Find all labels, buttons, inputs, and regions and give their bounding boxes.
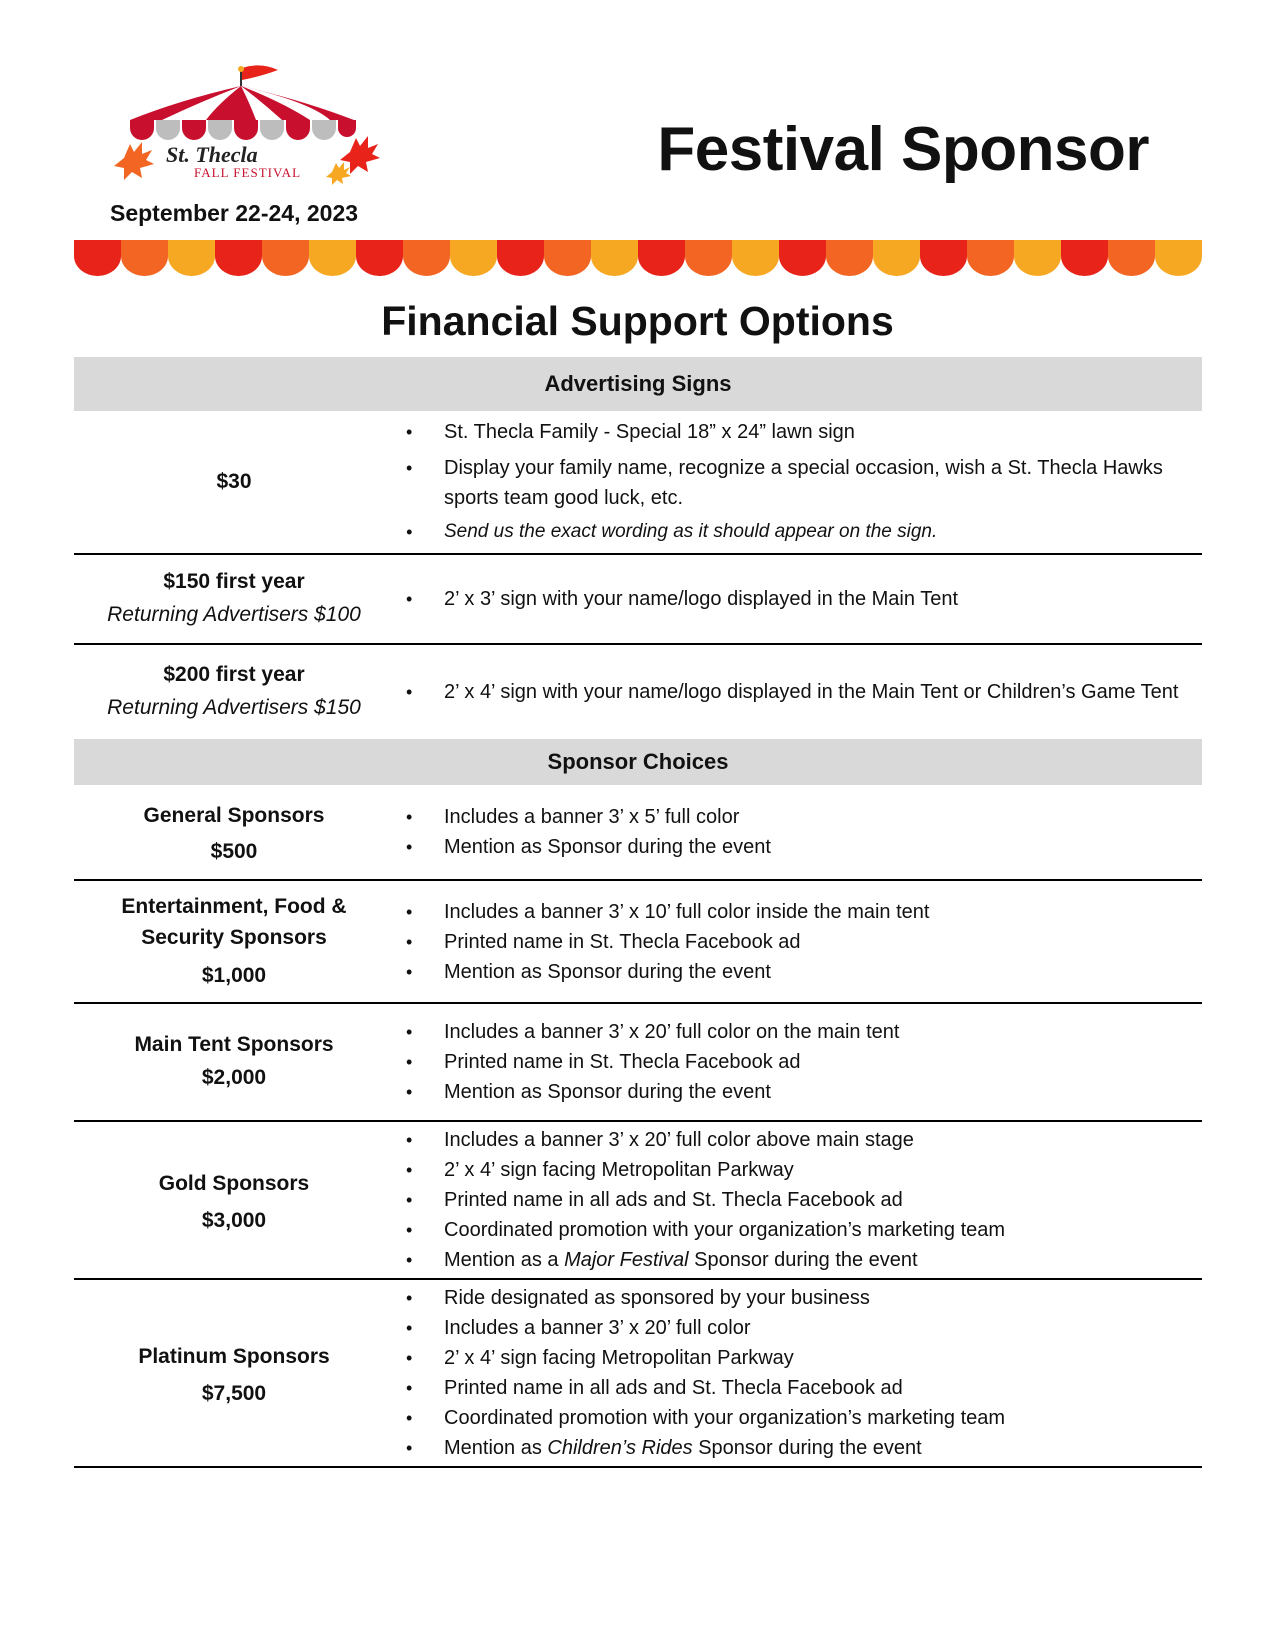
logo-name: St. Thecla [166,142,258,167]
festival-date: September 22-24, 2023 [110,200,359,226]
awning-scallop [920,240,967,276]
awning-scallop [403,240,450,276]
list-item: • Coordinated promotion with your organization’s marketing team [394,1215,1202,1245]
awning-scallop [826,240,873,276]
list-item: • 2’ x 4’ sign facing Metropolitan Parkway [394,1343,1202,1373]
list-item: • St. Thecla Family - Special 18” x 24” lawn sign [394,417,1202,447]
sponsor-name: Gold Sponsors [158,1171,310,1195]
sponsor-name: General Sponsors [143,803,325,827]
list-item: • Display your family name, recognize a special occasion, wish a St. Thecla Hawks sports team good luck, etc. [394,453,1202,513]
festival-logo [110,62,382,190]
awning-scallop [356,240,403,276]
awning-scallop [1155,240,1202,276]
price: $500 [210,839,258,863]
awning-scallop [638,240,685,276]
awning-scallop [732,240,779,276]
list-item: • Ride designated as sponsored by your business [394,1283,1202,1313]
list-item: • Printed name in all ads and St. Thecla Facebook ad [394,1373,1202,1403]
list-item: • 2’ x 4’ sign with your name/logo displayed in the Main Tent or Children’s Game Tent [394,677,1202,707]
sponsor-name: Platinum Sponsors [138,1344,330,1368]
awning-border [74,240,1202,278]
list-item: • Mention as Sponsor during the event [394,1077,1202,1107]
price: $1,000 [201,963,267,987]
table-row [74,1003,1202,1121]
price: $7,500 [201,1381,267,1405]
sponsor-name: Main Tent Sponsors [134,1033,334,1057]
list-item: • Mention as Sponsor during the event [394,957,1202,987]
price: $150 first year [163,570,305,594]
list-item: • Mention as a Major Festival Sponsor during the event [394,1245,1202,1275]
awning-scallop [121,240,168,276]
awning-scallop [309,240,356,276]
table-row [74,554,1202,644]
awning-scallop [1061,240,1108,276]
awning-scallop [262,240,309,276]
table-row [74,785,1202,880]
awning-scallop [779,240,826,276]
list-item: • Send us the exact wording as it should appear on the sign. [394,517,1202,547]
returning-price: Returning Advertisers $150 [107,696,361,719]
list-item: • Mention as Children’s Rides Sponsor during the event [394,1433,1202,1463]
sponsor-name: Entertainment, Food & Security Sponsors [121,894,347,950]
table-row [74,1279,1202,1467]
list-item: • Includes a banner 3’ x 20’ full color on the main tent [394,1017,1202,1047]
list-item: • 2’ x 3’ sign with your name/logo displayed in the Main Tent [394,584,1202,614]
list-item: • Coordinated promotion with your organization’s marketing team [394,1403,1202,1433]
list-item: • Printed name in St. Thecla Facebook ad [394,927,1202,957]
price: $200 first year [163,663,305,687]
awning-scallop [967,240,1014,276]
awning-scallop [1108,240,1155,276]
awning-scallop [1014,240,1061,276]
section-header-advertising: Advertising Signs [74,357,1202,411]
awning-scallop [450,240,497,276]
awning-scallop [74,240,121,276]
awning-scallop [591,240,638,276]
awning-scallop [168,240,215,276]
list-item: • Includes a banner 3’ x 20’ full color [394,1313,1202,1343]
awning-scallop [685,240,732,276]
price: $3,000 [201,1208,267,1232]
list-item: • 2’ x 4’ sign facing Metropolitan Parkway [394,1155,1202,1185]
price: $30 [216,469,252,493]
list-item: • Includes a banner 3’ x 20’ full color above main stage [394,1125,1202,1155]
options-table [74,357,1202,1468]
list-item: • Includes a banner 3’ x 10’ full color inside the main tent [394,897,1202,927]
awning-scallop [497,240,544,276]
section-header-sponsors: Sponsor Choices [74,739,1202,785]
table-row [74,644,1202,739]
table-row [74,411,1202,554]
list-item: • Includes a banner 3’ x 5’ full color [394,802,1202,832]
price: $2,000 [201,1066,267,1089]
awning-scallop [544,240,591,276]
list-item: • Printed name in St. Thecla Facebook ad [394,1047,1202,1077]
returning-price: Returning Advertisers $100 [107,603,361,626]
table-row [74,880,1202,1003]
page-title: Festival Sponsor [657,115,1149,184]
awning-scallop [873,240,920,276]
list-item: • Printed name in all ads and St. Thecla Facebook ad [394,1185,1202,1215]
awning-scallop [215,240,262,276]
section-title: Financial Support Options [381,298,894,344]
list-item: • Mention as Sponsor during the event [394,832,1202,862]
logo-subtitle: FALL FESTIVAL [194,165,302,180]
table-row [74,1121,1202,1279]
